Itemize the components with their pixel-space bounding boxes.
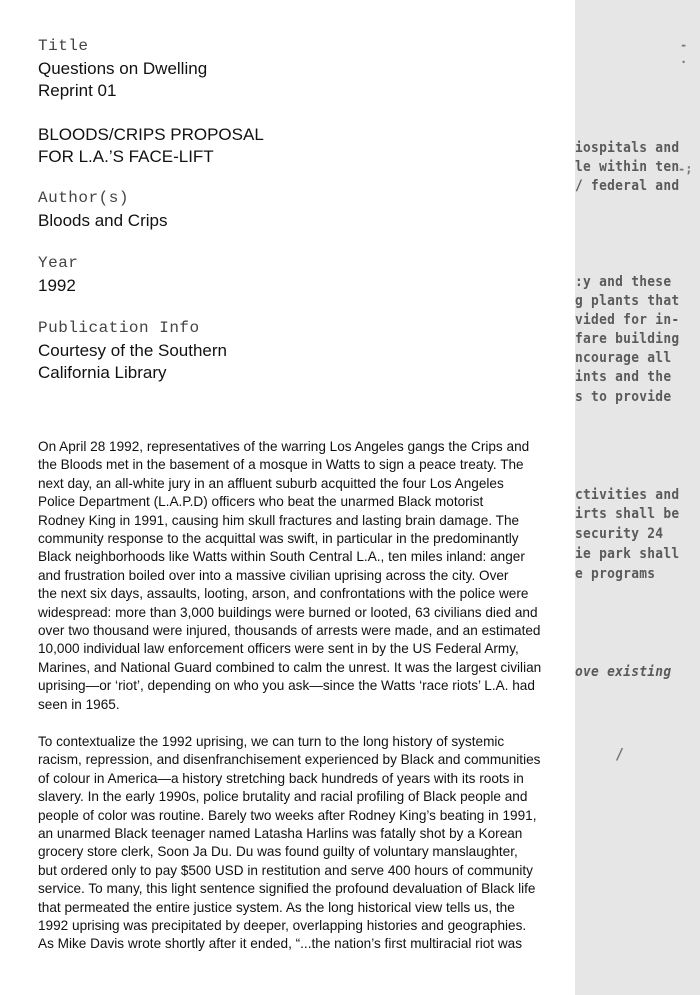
scan-text-line: le within ten [575, 159, 680, 175]
scan-text-line: vided for in- [575, 312, 680, 328]
scan-text-line: s to provide [575, 389, 672, 405]
text-line: Rodney King in 1991, causing him skull fractures and lasting brain damage. The [38, 512, 520, 528]
text-line: Police Department (L.A.P.D) officers who beat the unarmed Black motorist [38, 494, 484, 510]
scan-text-line: iospitals and [575, 140, 680, 156]
scan-mark: / [615, 745, 625, 763]
scan-text-line: ctivities and [575, 487, 680, 503]
pubinfo-line: California Library [38, 363, 167, 382]
text-line: widespread: more than 3,000 buildings were burned or looted, 63 civilians died and [38, 604, 538, 620]
text-line: grocery store clerk, Soon Ja Du. Du was found guilty of voluntary manslaughter, [38, 844, 518, 860]
text-line: slavery. In the early 1990s, police brutality and racial profiling of Black people and [38, 789, 528, 805]
scanned-document-strip [575, 0, 700, 995]
scan-text-line: ie park shall [575, 546, 680, 562]
year-label: Year [38, 254, 79, 272]
scan-text-line: security 24 [575, 526, 664, 542]
text-line: 1992 uprising was precipitated by deeper, overlapping histories and geographies. [38, 918, 527, 934]
text-line: seen in 1965. [38, 696, 120, 712]
text-line: and frustration boiled over into a massive civilian uprising across the city. Over [38, 567, 509, 583]
text-line: As Mike Davis wrote shortly after it ended, “...the nation’s first multiracial riot was [38, 936, 523, 952]
author-label: Author(s) [38, 189, 129, 207]
document-subtitle [38, 124, 264, 168]
text-line: service. To many, this light sentence signified the profound devaluation of Black life [38, 881, 536, 897]
text-line: community response to the acquittal was swift, in particular in the predominantly [38, 531, 519, 547]
text-line: the Bloods met in the basement of a mosque in Watts to sign a peace treaty. The [38, 457, 524, 473]
scan-mark: - . [680, 38, 688, 66]
text-line: racism, repression, and disenfranchisement experienced by Black and communities [38, 752, 541, 768]
paragraph-1 [38, 438, 543, 714]
text-line: On April 28 1992, representatives of the warring Los Angeles gangs the Crips and [38, 439, 530, 454]
text-line: uprising—or ‘riot’, depending on who you ask—since the Watts ‘race riots’ L.A. had [38, 678, 535, 694]
pubinfo-value [38, 340, 227, 384]
year-value: 1992 [38, 276, 76, 295]
scan-text-line: g plants that [575, 293, 680, 309]
title-label: Title [38, 37, 89, 55]
scan-text-line: e programs [575, 566, 656, 582]
text-line: the next six days, assaults, looting, arson, and confrontations with the police were [38, 586, 529, 602]
scan-mark: -; [678, 162, 693, 176]
text-line: people of color was routine. Barely two weeks after Rodney King’s beating in 1991, [38, 807, 537, 823]
text-line: but ordered only to pay $500 USD in restitution and serve 400 hours of community [38, 862, 533, 878]
text-line: over two thousand were injured, thousands of arrests were made, and an estimated [38, 623, 541, 639]
text-line: To contextualize the 1992 uprising, we can turn to the long history of systemic [38, 734, 505, 749]
text-line: 10,000 individual law enforcement officers were sent in by the US Federal Army, [38, 641, 519, 657]
text-line: that permeated the entire justice system. As the long historical view tells us, the [38, 899, 515, 915]
subtitle-line: FOR L.A.’S FACE-LIFT [38, 147, 214, 166]
scan-text-line: fare building [575, 331, 680, 347]
scan-text-line: ove existing [575, 664, 672, 680]
scan-text-line: irts shall be [575, 506, 680, 522]
text-line: Marines, and National Guard combined to calm the unrest. It was the largest civilian [38, 659, 542, 675]
author-value: Bloods and Crips [38, 211, 168, 230]
text-line: Black neighborhoods like Watts within South Central L.A., ten miles inland: anger [38, 549, 525, 565]
text-line: of colour in America—a history stretching back hundreds of years with its roots in [38, 770, 524, 786]
subtitle-line: BLOODS/CRIPS PROPOSAL [38, 125, 264, 144]
scan-text-line: ncourage all [575, 350, 672, 366]
pubinfo-line: Courtesy of the Southern [38, 341, 228, 360]
paragraph-2 [38, 733, 543, 954]
text-line: an unarmed Black teenager named Latasha Harlins was fatally shot by a Korean [38, 826, 523, 842]
title-line: Questions on Dwelling [38, 59, 208, 78]
pubinfo-label: Publication Info [38, 319, 200, 337]
title-line: Reprint 01 [38, 81, 117, 100]
scan-text-line: / federal and [575, 178, 680, 194]
scan-text-line: ints and the [575, 369, 672, 385]
scan-text-line: :y and these [575, 274, 672, 290]
title-value [38, 58, 207, 102]
text-line: next day, an all-white jury in an affluent suburb acquitted the four Los Angeles [38, 475, 504, 491]
